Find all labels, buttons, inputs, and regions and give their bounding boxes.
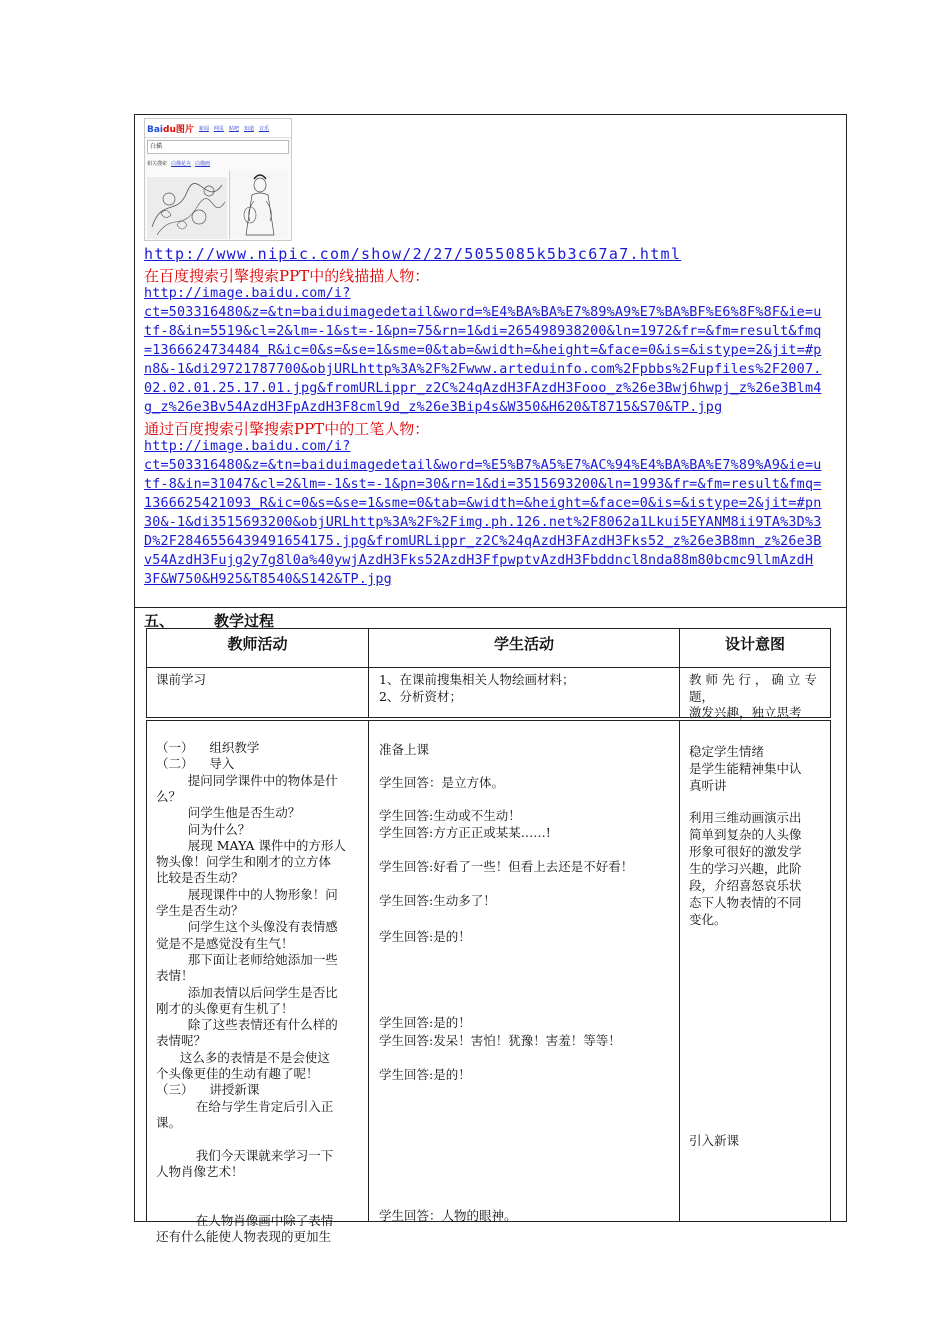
teacher-activity-line: 问为什么？ (156, 821, 251, 837)
gongbi-link[interactable]: 1366625421093_R&ic=0&s=&se=1&sme=0&tab=&width=&height=&face=0&is=&istype=2&jit=#pn (144, 496, 822, 511)
gongbi-link[interactable]: D%2F2846556439491654175.jpg&fromURLippr_z2C%24qAzdH3FAzdH3Fks52_z%26e3B8mn_z%26e3B (144, 534, 822, 549)
design-intent-cell (679, 720, 831, 1222)
student-activity-cell (368, 720, 680, 1222)
line-sketch-link[interactable]: 02.02.01.25.17.01.jpg&fromURLippr_z2C%24qAzdH3FAzdH3Fooo_z%26e3Bwj6hwpj_z%26e3Blm4 (144, 381, 822, 396)
student-activity-line: 学生回答:生动多了！ (379, 893, 496, 908)
line-sketch-link[interactable]: g_z%26e3Bv54AzdH3FpAzdH3F8cml9d_z%26e3Bip4s&W350&H620&T8715&S70&TP.jpg (144, 400, 723, 415)
student-activity-line: 学生回答:生动或不生动！ (379, 808, 521, 823)
screenshot-nav-item: 网页 (213, 125, 224, 132)
gongbi-link[interactable]: http://image.baidu.com/i? (144, 439, 351, 454)
line-sketch-link[interactable]: ct=503316480&z=&tn=baiduimagedetail&word=%E4%BA%BA%E7%89%A9%E7%BA%BF%E6%8F%8F&ie=u (144, 305, 822, 320)
line-sketch-label: 在百度搜索引擎搜索PPT中的线描描人物： (144, 267, 430, 285)
student-activity-line: 学生回答:是的！ (379, 929, 471, 944)
teacher-activity-line: 觉是不是感觉没有生气！ (156, 935, 294, 951)
teacher-activity-line: 人物肖像艺术！ (156, 1163, 244, 1179)
baidu-logo: Baidu图片 (147, 124, 194, 135)
student-activity-line: 学生回答:发呆！害怕！犹豫！害羞！等等！ (379, 1033, 621, 1048)
screenshot-nav-item: 知道 (243, 125, 254, 132)
teacher-activity-line: 物头像！问学生和刚才的立方体 (156, 854, 332, 870)
design-intent-line: 态下人物表情的不同 (689, 895, 802, 910)
line-sketch-link[interactable]: =1366624734484_R&ic=0&s=&se=1&sme=0&tab=&width=&height=&face=0&is=&istype=2&jit=#p (144, 343, 822, 358)
teacher-activity-line: （三） 讲授新课 (156, 1082, 260, 1098)
header-student: 学生活动 (368, 628, 680, 668)
teacher-activity-line: 在给与学生肯定后引入正 (156, 1098, 334, 1114)
line-sketch-link[interactable]: http://image.baidu.com/i? (144, 286, 351, 301)
preclass-student-text: 2、分析资材； (379, 689, 462, 704)
preclass-teacher-cell (146, 667, 369, 718)
nipic-link[interactable]: http://www.nipic.com/show/2/27/5055085k5b3c67a7.html (144, 245, 682, 263)
header-teacher: 教师活动 (146, 628, 369, 668)
preclass-teacher-text: 课前学习 (156, 672, 207, 687)
teacher-activity-line: 在人物肖像画中除了表情 (156, 1212, 334, 1228)
teacher-activity-line: 表情呢？ (156, 1033, 207, 1049)
teacher-activity-line: 刚才的头像更有生机了！ (156, 1000, 294, 1016)
student-activity-line: 学生回答：是立方体。 (379, 775, 505, 790)
section-heading: 五、 教学过程 (144, 612, 275, 630)
student-activity-line: 准备上课 (379, 742, 430, 757)
preclass-intent-text: 题， (689, 689, 715, 704)
teacher-activity-line: 那下面让老师给她添加一些 (156, 951, 338, 967)
screenshot-nav-item: 音乐 (258, 125, 269, 132)
preclass-student-text: 1、在课前搜集相关人物绘画材料； (379, 672, 575, 687)
design-intent-line: 变化。 (689, 912, 727, 927)
design-intent-line: 是学生能精神集中认 (689, 761, 802, 776)
teacher-activity-line: 提问同学课件中的物体是什 (156, 772, 338, 788)
teacher-activity-line: 问学生这个头像没有表情感 (156, 919, 338, 935)
screenshot-search-box: 白描 (147, 140, 289, 154)
gongbi-link[interactable]: tf-8&in=31047&cl=2&lm=-1&st=-1&pn=30&rn=1&di=3515693200&ln=1993&fr=&fm=result&fmq= (144, 477, 822, 492)
teacher-activity-line: 除了这些表情还有什么样的 (156, 1017, 338, 1033)
screenshot-thumbnails (147, 171, 289, 239)
teacher-activity-line: （二） 导入 (156, 756, 235, 772)
gongbi-link[interactable]: ct=503316480&z=&tn=baiduimagedetail&word=%E5%B7%A5%E7%AC%94%E4%BA%BA%E7%89%A9&ie=u (144, 458, 822, 473)
preclass-student-cell (368, 667, 680, 718)
design-intent-line: 简单到复杂的人头像 (689, 827, 802, 842)
teacher-activity-line: 么？ (156, 788, 182, 804)
line-sketch-link[interactable]: tf-8&in=5519&cl=2&lm=-1&st=-1&pn=75&rn=1&di=265498938200&ln=1972&fr=&fm=result&fmq (144, 324, 822, 339)
design-intent-line: 生的学习兴趣，此阶 (689, 861, 802, 876)
line-sketch-link[interactable]: n8&-1&di29721787700&objURLhttp%3A%2F%2Fwww.arteduinfo.com%2Fpbbs%2Fupfiles%2F2007. (144, 362, 822, 377)
teacher-activity-line: 添加表情以后问学生是否比 (156, 984, 338, 1000)
student-activity-line: 学生回答:好看了一些！但看上去还是不好看！ (379, 859, 634, 874)
gongbi-link[interactable]: v54AzdH3Fujg2y7g8l0a%40ywjAzdH3Fks52AzdH3FfpwptvAzdH3Fbddncl8nda88m80bcmc9llmAzdH (144, 553, 814, 568)
design-intent-line: 稳定学生情绪 (689, 744, 765, 759)
teacher-activity-line: 课。 (156, 1114, 182, 1130)
line-drawing-flowers-image (147, 177, 227, 239)
teacher-activity-line: 表情！ (156, 968, 194, 984)
design-intent-line: 形象可很好的激发学 (689, 844, 802, 859)
screenshot-nav-item: 贴吧 (228, 125, 239, 132)
gongbi-link[interactable]: 30&-1&di3515693200&objURLhttp%3A%2F%2Fimg.ph.126.net%2F8062a1Lkui5EYANM8ii9TA%3D%3 (144, 515, 822, 530)
teacher-activity-line: （一） 组织教学 (156, 740, 260, 755)
screenshot-nav-item: 新闻 (198, 125, 209, 132)
section-divider (134, 607, 847, 608)
teacher-activity-line: 比较是否生动？ (156, 870, 244, 886)
line-drawing-figure-image (229, 171, 288, 239)
teacher-activity-line: 问学生他是否生动？ (156, 805, 301, 821)
baidu-search-screenshot (144, 118, 292, 241)
teacher-activity-line: 还有什么能使人物表现的更加生 (156, 1229, 332, 1244)
teacher-activity-line: 我们今天课就来学习一下 (156, 1147, 334, 1163)
gongbi-label: 通过百度搜索引擎搜索PPT中的工笔人物： (144, 420, 430, 438)
teacher-activity-line: 展现 MAYA 课件中的方形人 (156, 837, 346, 853)
teacher-activity-cell (146, 720, 369, 1244)
gongbi-link[interactable]: 3F&W750&H925&T8540&S142&TP.jpg (144, 572, 392, 587)
design-intent-line: 真听讲 (689, 778, 727, 793)
preclass-intent-cell (679, 667, 831, 718)
header-intent: 设计意图 (679, 628, 831, 668)
preclass-intent-text: 教 师 先 行 ， 确 立 专 (689, 672, 817, 687)
teacher-activity-line: 展现课件中的人物形象！问 (156, 886, 338, 902)
screenshot-related: 相关搜索 白描花卉 白描画 (147, 161, 211, 167)
teacher-activity-line: 个头像更佳的生动有趣了呢！ (156, 1066, 319, 1081)
preclass-intent-text: 激发兴趣，独立思考 (689, 705, 802, 720)
design-intent-line: 利用三维动画演示出 (689, 810, 802, 825)
teacher-activity-line: 学生是否生动？ (156, 903, 244, 918)
teacher-activity-line: 这么多的表情是不是会使这 (156, 1049, 330, 1065)
student-activity-line: 学生回答：人物的眼神。 (379, 1208, 517, 1223)
design-intent-line: 引入新课 (689, 1133, 740, 1148)
student-activity-line: 学生回答:是的！ (379, 1015, 471, 1030)
student-activity-line: 学生回答:方方正正或某某……! (379, 825, 551, 840)
student-activity-line: 学生回答:是的！ (379, 1067, 471, 1082)
screenshot-topbar (145, 119, 291, 138)
design-intent-line: 段，介绍喜怒哀乐状 (689, 878, 802, 893)
